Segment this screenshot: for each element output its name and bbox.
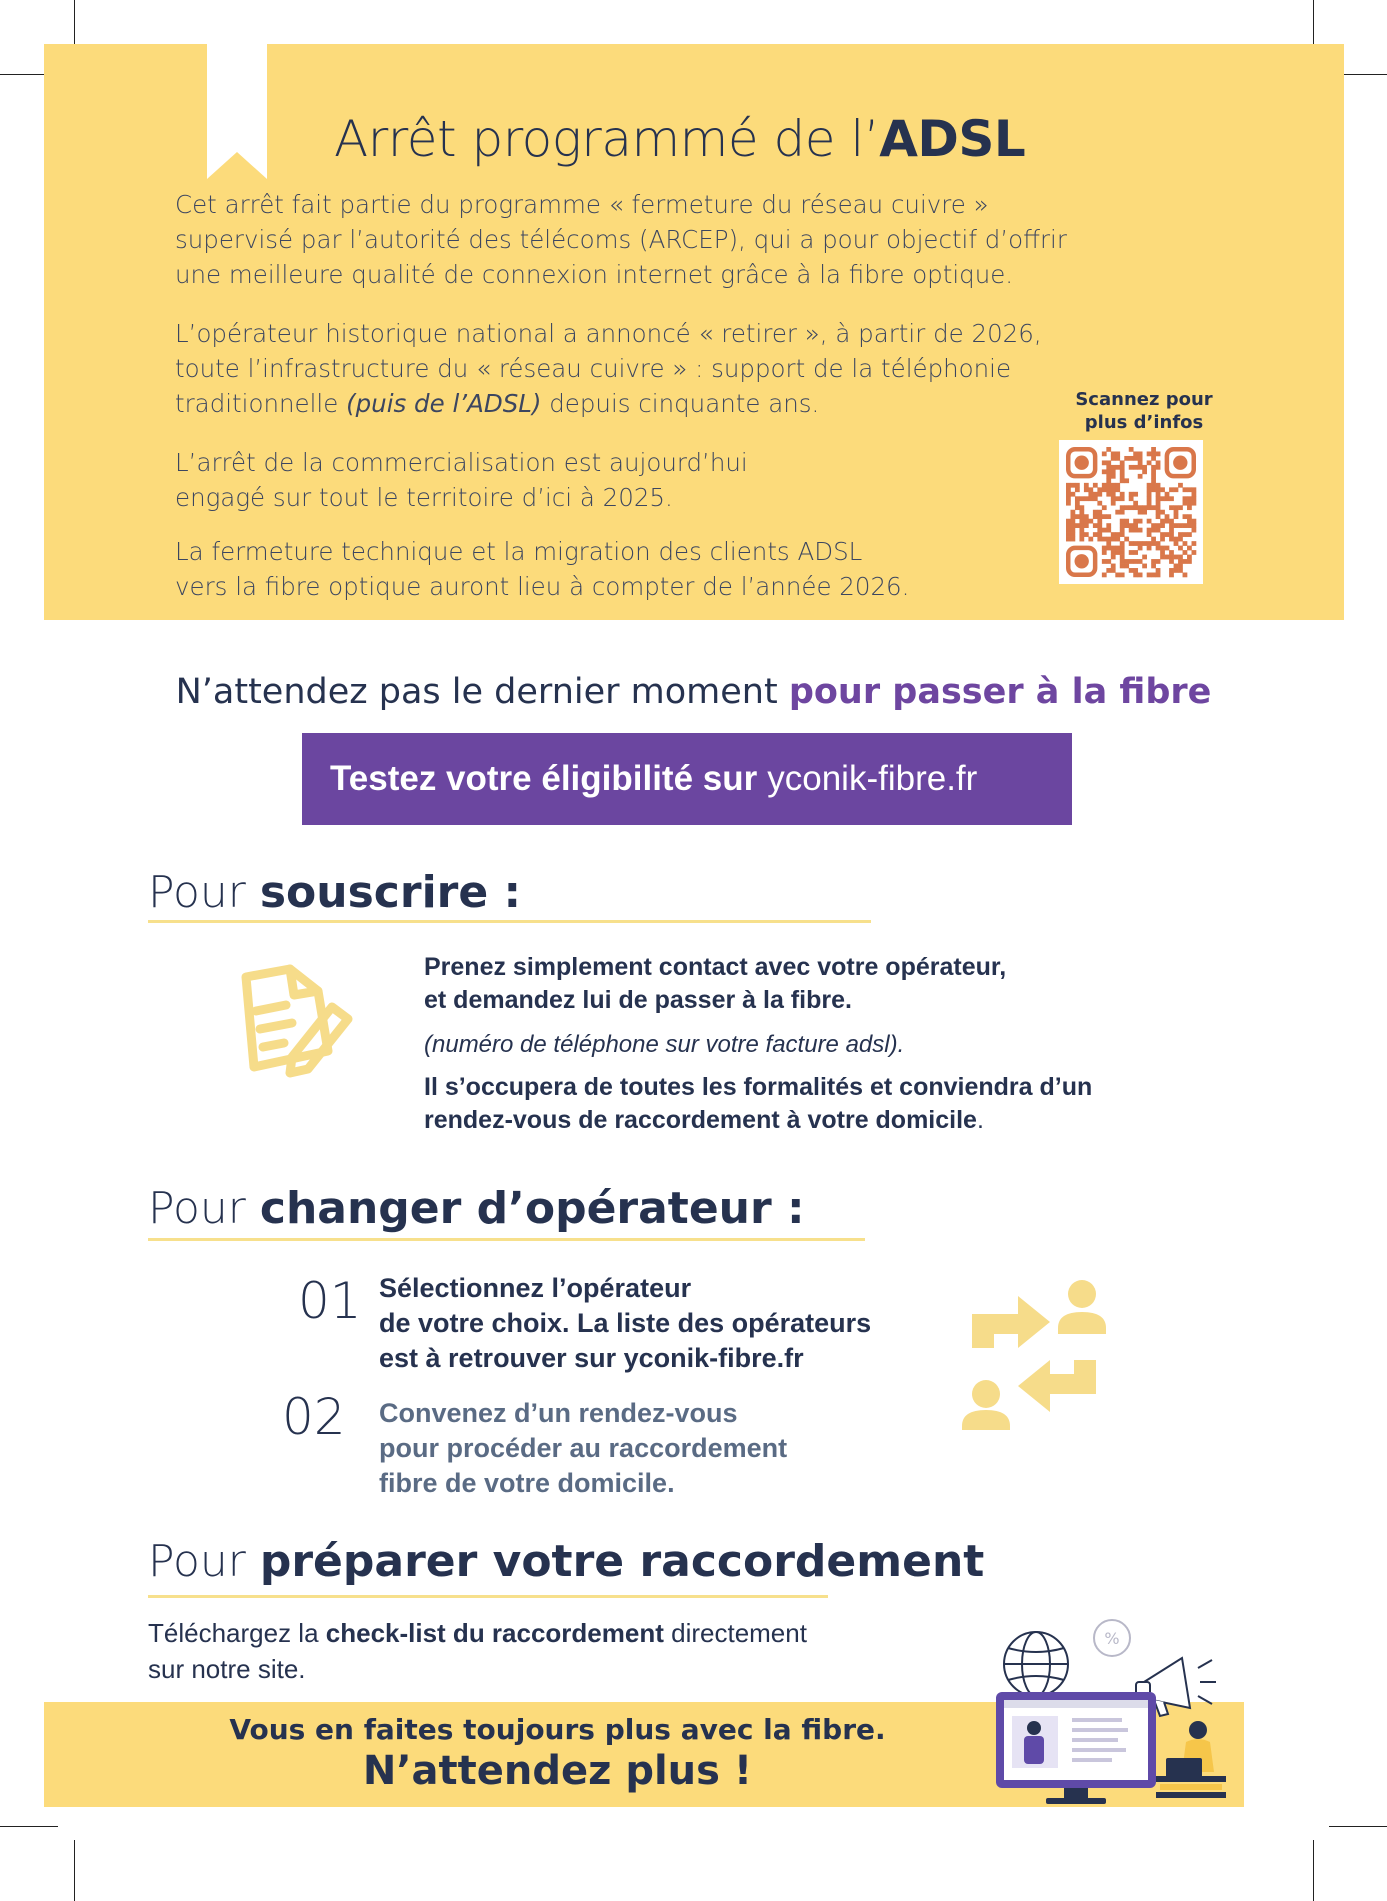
souscrire-instructions: Prenez simplement contact avec votre opérateur, et demandez lui de passer à la fibre. (424, 953, 1007, 1014)
step-number: 01 (298, 1272, 362, 1330)
divider (148, 920, 871, 923)
intro-paragraph-4: La fermeture technique et la migration des clients ADSL vers la fibre optique auront lieu à compter de l’année 2026. (175, 537, 910, 601)
document-pen-icon (210, 955, 360, 1105)
scan-label: Scannez pour plus d’infos (1075, 389, 1213, 433)
section-title-preparer: Pour préparer votre raccordement (148, 1536, 985, 1587)
swap-users-icon (958, 1278, 1110, 1430)
divider (148, 1595, 828, 1598)
divider (148, 1238, 865, 1241)
intro-panel (44, 44, 1344, 620)
checklist-text: Téléchargez la check-list du raccordement directement sur notre site. (148, 1618, 807, 1684)
qr-code-icon[interactable] (1059, 440, 1203, 584)
step-number: 02 (282, 1388, 346, 1446)
step-text: Convenez d’un rendez-vous pour procéder au raccordement fibre de votre domicile. (379, 1398, 788, 1498)
crop-mark (74, 1840, 75, 1901)
intro-paragraph-3: L’arrêt de la commercialisation est aujourd’hui engagé sur tout le territoire d’ici à 2025. (175, 448, 748, 512)
closing-headline: N’attendez plus ! (362, 1748, 753, 1794)
svg-text:%: % (1104, 1629, 1120, 1648)
eligibility-link[interactable]: yconik-fibre.fr (767, 759, 978, 798)
checklist-link[interactable]: check-list du raccordement (325, 1618, 664, 1648)
computer-illustration (976, 1612, 1230, 1812)
crop-mark (1313, 1840, 1314, 1901)
crop-mark (0, 1826, 58, 1827)
closing-tagline: Vous en faites toujours plus avec la fibre. (229, 1713, 886, 1746)
eligibility-test-button[interactable]: Testez votre éligibilité sur yconik-fibre.fr (302, 733, 1072, 825)
cta-heading: N’attendez pas le dernier moment pour passer à la fibre (175, 672, 1212, 712)
section-title-changer: Pour changer d’opérateur : (148, 1183, 805, 1234)
page-title: Arrêt programmé de l’ADSL (334, 110, 1026, 168)
section-title-souscrire: Pour souscrire : (148, 867, 522, 918)
step-text: Sélectionnez l’opérateur de votre choix. La liste des opérateurs est à retrouver sur yconik-fibre.fr (379, 1273, 872, 1373)
souscrire-note: (numéro de téléphone sur votre facture adsl). (424, 1031, 905, 1058)
intro-paragraph-2: L’opérateur historique national a annoncé « retirer », à partir de 2026, toute l’infrastructure du « réseau cuivre » : support de la téléphonie traditionnelle (puis de l’ADSL) depuis cinquante ans. (175, 319, 1042, 418)
souscrire-details: Il s’occupera de toutes les formalités et conviendra d’un rendez-vous de raccordement à votre domicile. (424, 1073, 1093, 1134)
bookmark-ribbon-icon (207, 44, 267, 179)
intro-paragraph-1: Cet arrêt fait partie du programme « fermeture du réseau cuivre » supervisé par l’autorité des télécoms (ARCEP), qui a pour objectif d’offrir une meilleure qualité de connexion internet grâce à la fibre optique. (175, 190, 1067, 289)
crop-mark (1329, 1826, 1387, 1827)
